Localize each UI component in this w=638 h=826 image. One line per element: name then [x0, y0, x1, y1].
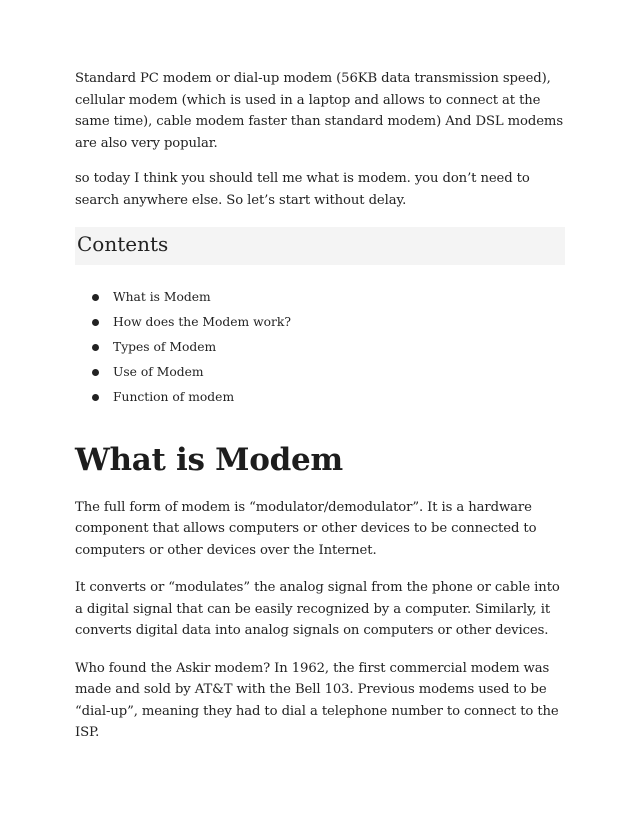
toc-item-label[interactable]: Types of Modem: [113, 339, 217, 354]
intro-paragraph-1: Standard PC modem or dial-up modem (56KB data transmission speed), cellular modem (which is used in a laptop and allows to connect at the same time), cable modem faster than standard modem) And DSL modems are also very popular.: [75, 71, 563, 151]
contents-title: Contents: [77, 232, 169, 256]
intro-paragraph-2: so today I think you should tell me what is modem. you don’t need to search anywhere else. So let’s start without delay.: [75, 171, 530, 208]
section-paragraph-3: Who found the Askir modem? In 1962, the first commercial modem was made and sold by AT&T with the Bell 103. Previous modems used to be “dial-up”, meaning they had to dial a telephone number to connect to the ISP.: [75, 660, 559, 741]
document-page: [75, 68, 565, 760]
bullet-icon: [92, 319, 99, 326]
bullet-icon: [92, 394, 99, 401]
toc-item-types-of-modem[interactable]: [92, 335, 565, 360]
toc-item-how-modem-works[interactable]: [92, 310, 565, 335]
section-heading: What is Modem: [75, 441, 343, 478]
section-paragraph-2: It converts or “modulates” the analog signal from the phone or cable into a digital signal that can be easily recognized by a computer. Similarly, it converts digital data into analog signals on computers or other devices.: [75, 580, 560, 639]
toc-item-what-is-modem[interactable]: [92, 285, 565, 310]
bullet-icon: [92, 344, 99, 351]
bullet-icon: [92, 294, 99, 301]
table-of-contents: [75, 285, 565, 410]
section-paragraph-1: The full form of modem is “modulator/demodulator”. It is a hardware component that allows computers or other devices to be connected to computers or other devices over the Internet.: [75, 499, 537, 558]
toc-item-use-of-modem[interactable]: [92, 360, 565, 385]
toc-item-label[interactable]: Function of modem: [113, 389, 235, 404]
toc-item-label[interactable]: Use of Modem: [113, 364, 204, 379]
toc-item-label[interactable]: How does the Modem work?: [113, 314, 291, 329]
toc-item-function-of-modem[interactable]: [92, 385, 565, 410]
toc-item-label[interactable]: What is Modem: [113, 290, 211, 304]
bullet-icon: [92, 369, 99, 376]
contents-header: [75, 227, 565, 265]
